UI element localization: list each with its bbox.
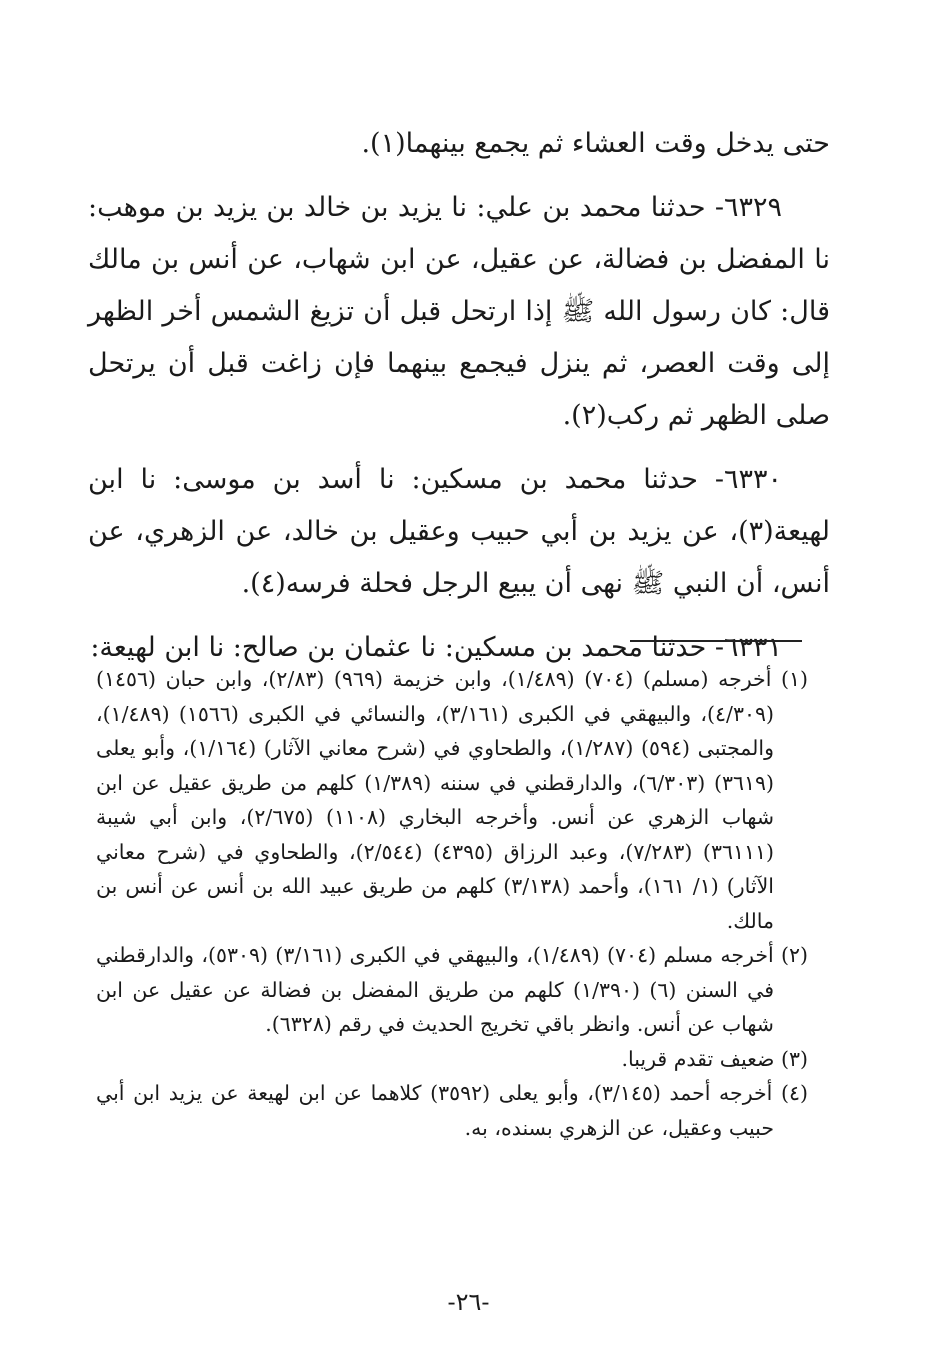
footnote-separator — [630, 640, 802, 642]
footnote-3: (٣) ضعيف تقدم قريبا. — [621, 1046, 808, 1071]
main-text — [88, 118, 830, 686]
text-paragraph: حتى يدخل وقت العشاء ثم يجمع بينهما(١). — [361, 128, 830, 159]
footnote-2: (٢) أخرجه مسلم (٧٠٤) (١/٤٨٩)، والبيهقي في الكبرى (٣/١٦١) (٥٣٠٩)، والدارقطني في السنن (٦) (١/٣٩٠) كلهم من طريق المفضل بن فضالة عن عقيل عن ابن شهاب عن أنس. وانظر باقي تخريج الحديث في رقم (٦٣٢٨). — [96, 943, 808, 1036]
footnotes — [96, 662, 808, 1145]
hadith-6330: ٦٣٣٠- حدثنا محمد بن مسكين: نا أسد بن موسى: نا ابن لهيعة(٣)، عن يزيد بن أبي حبيب وعقيل بن خالد، عن الزهري، عن أنس، أن النبي ﷺ نهى أن يبيع الرجل فحلة فرسه(٤). — [88, 464, 830, 599]
footnote-4: (٤) أخرجه أحمد (٣/١٤٥)، وأبو يعلى (٣٥٩٢) كلاهما عن ابن لهيعة عن يزيد ابن أبي حبيب وعقيل، عن الزهري بسنده، به. — [96, 1081, 808, 1140]
hadith-6329: ٦٣٢٩- حدثنا محمد بن علي: نا يزيد بن خالد بن يزيد بن موهب: نا المفضل بن فضالة، عن عقيل، عن ابن شهاب، عن أنس بن مالك قال: كان رسول الله ﷺ إذا ارتحل قبل أن تزيغ الشمس أخر الظهر إلى وقت العصر، ثم ينزل فيجمع بينهما فإن زاغت قبل أن يرتحل صلى الظهر ثم ركب(٢). — [88, 192, 830, 431]
page-number: -٢٦- — [447, 1288, 490, 1316]
footnote-1: (١) أخرجه (مسلم) (٧٠٤) (١/٤٨٩)، وابن خزيمة (٩٦٩) (٢/٨٣)، وابن حبان (١٤٥٦) (٤/٣٠٩)، والبيهقي في الكبرى (٣/١٦١)، والنسائي في الكبرى (١٥٦٦) (١/٤٨٩)، والمجتبى (٥٩٤) (١/٢٨٧)، والطحاوي في (شرح معاني الآثار) (١/١٦٤)، وأبو يعلى (٣٦١٩) (٦/٣٠٣)، والدارقطني في سننه (١/٣٨٩) كلهم من طريق عقيل عن ابن شهاب الزهري عن أنس. وأخرجه البخاري (١١٠٨) (٢/٦٧٥)، وابن أبي شيبة (٣٦١١١) (٧/٢٨٣)، وعبد الرزاق (٤٣٩٥) (٢/٥٤٤)، والطحاوي في (شرح معاني الآثار) (١/ ١٦١)، وأحمد (٣/١٣٨) كلهم من طريق عبيد الله بن أنس عن أنس بن مالك. — [96, 667, 808, 933]
hadith-6331: ٦٣٣١- حدثنا محمد بن مسكين: نا عثمان بن صالح: نا ابن لهيعة: — [90, 632, 782, 663]
